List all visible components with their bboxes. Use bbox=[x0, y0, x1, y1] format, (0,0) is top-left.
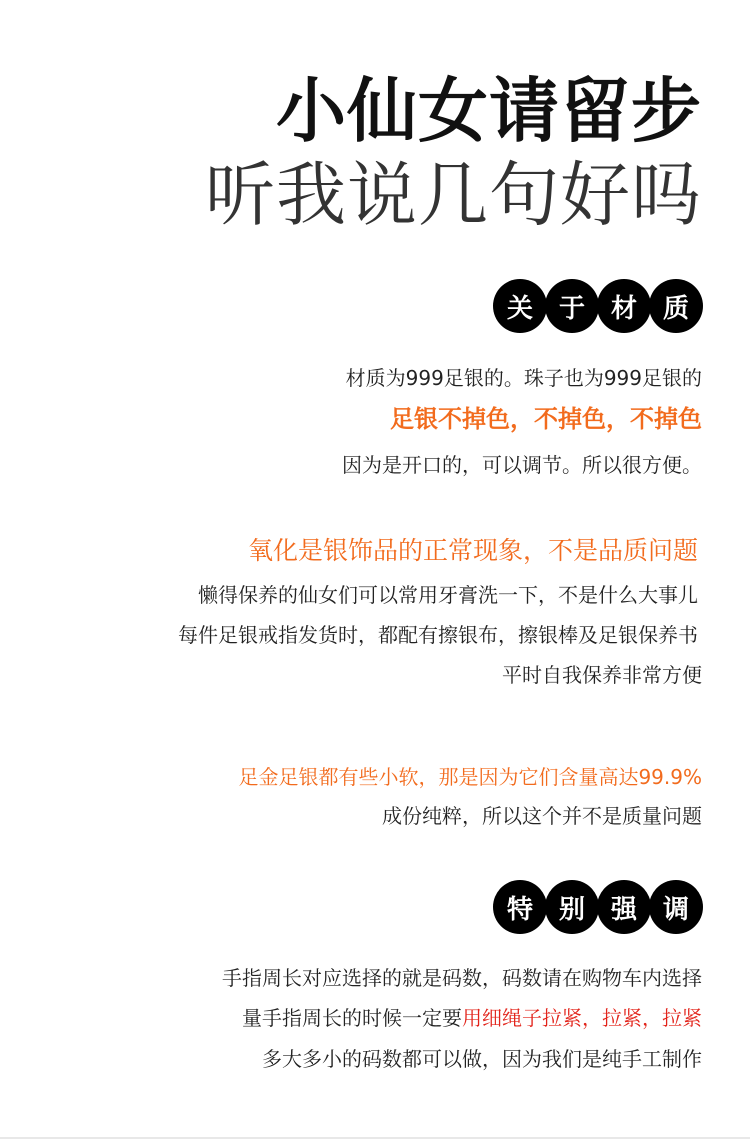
oxidation-line-3: 平时自我保养非常方便 bbox=[502, 663, 702, 687]
badge-char: 调 bbox=[649, 880, 703, 934]
emphasis-line-3: 多大多小的码数都可以做，因为我们是纯手工制作 bbox=[262, 1047, 702, 1071]
badge-char: 强 bbox=[597, 880, 651, 934]
emphasis-line-2-plain: 量手指周长的时候一定要 bbox=[242, 1006, 462, 1030]
oxidation-line-2: 每件足银戒指发货时，都配有擦银布，擦银棒及足银保养书 bbox=[178, 623, 698, 647]
softness-heading: 足金足银都有些小软，那是因为它们含量高达99.9% bbox=[238, 765, 702, 789]
title-line-2: 听我说几句好吗 bbox=[205, 154, 702, 236]
emphasis-line-2 bbox=[242, 1003, 702, 1033]
emphasis-badge-row bbox=[493, 880, 703, 934]
badge-char: 材 bbox=[597, 279, 651, 333]
oxidation-heading: 氧化是银饰品的正常现象，不是品质问题 bbox=[247, 536, 698, 565]
material-line-2: 足银不掉色，不掉色，不掉色 bbox=[390, 405, 702, 433]
badge-char: 关 bbox=[493, 279, 547, 333]
badge-char: 于 bbox=[545, 279, 599, 333]
material-line-3: 因为是开口的，可以调节。所以很方便。 bbox=[342, 453, 702, 477]
softness-line: 成份纯粹，所以这个并不是质量问题 bbox=[382, 804, 702, 828]
emphasis-line-2-highlight: 用细绳子拉紧，拉紧，拉紧 bbox=[462, 1006, 702, 1030]
material-line-1: 材质为999足银的。珠子也为999足银的 bbox=[345, 366, 702, 390]
title-line-1: 小仙女请留步 bbox=[276, 70, 702, 152]
emphasis-line-1: 手指周长对应选择的就是码数，码数请在购物车内选择 bbox=[222, 966, 702, 990]
material-badge-row bbox=[493, 279, 703, 333]
badge-char: 质 bbox=[649, 279, 703, 333]
badge-char: 特 bbox=[493, 880, 547, 934]
oxidation-line-1: 懒得保养的仙女们可以常用牙膏洗一下，不是什么大事儿 bbox=[198, 583, 698, 607]
badge-char: 别 bbox=[545, 880, 599, 934]
